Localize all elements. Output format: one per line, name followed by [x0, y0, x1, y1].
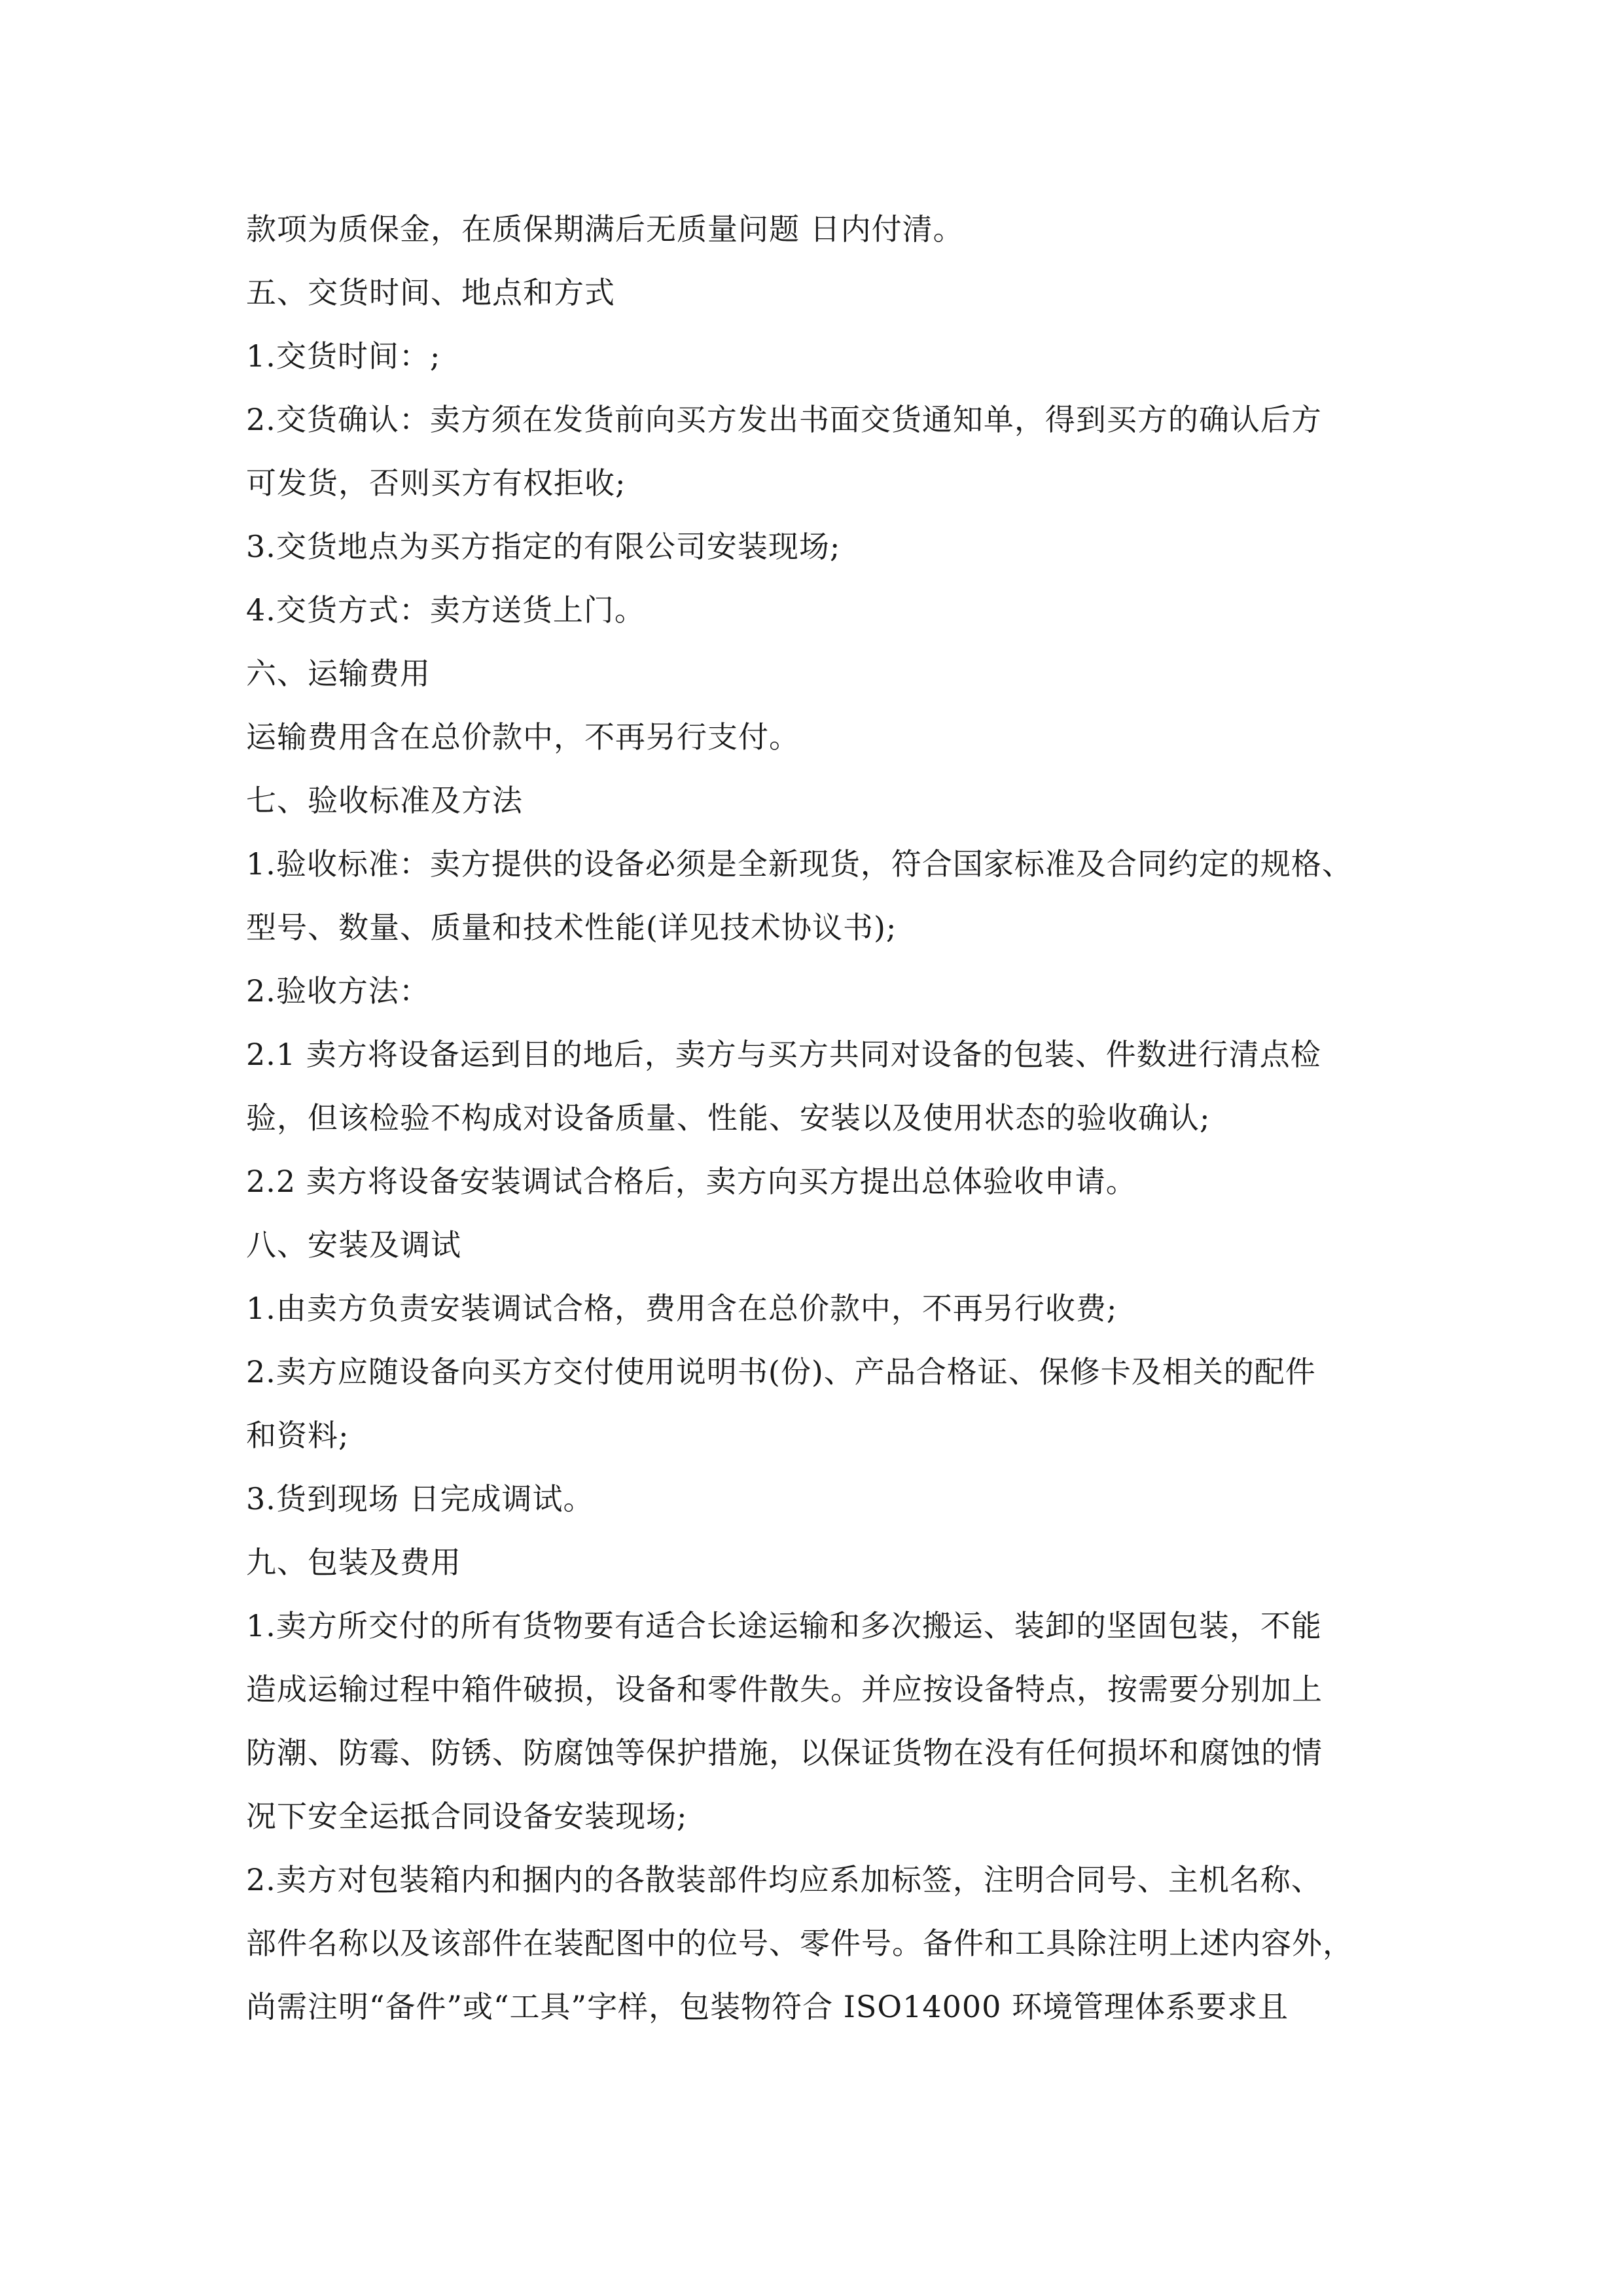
text-line: 1.验收标准：卖方提供的设备必须是全新现货，符合国家标准及合同约定的规格、 [246, 846, 1353, 882]
section-heading: 九、包装及费用 [246, 1545, 461, 1580]
text-line: 3.货到现场 日完成调试。 [246, 1481, 594, 1516]
text-line: 验，但该检验不构成对设备质量、性能、安装以及使用状态的验收确认; [246, 1100, 1211, 1136]
text-line: 部件名称以及该部件在装配图中的位号、零件号。备件和工具除注明上述内容外， [246, 1926, 1353, 1961]
section-heading: 五、交货时间、地点和方式 [246, 275, 615, 310]
text-line: 1.由卖方负责安装调试合格，费用含在总价款中，不再另行收费; [246, 1291, 1118, 1326]
text-line: 防潮、防霉、防锈、防腐蚀等保护措施，以保证货物在没有任何损坏和腐蚀的情 [246, 1735, 1323, 1770]
text-line: 造成运输过程中箱件破损，设备和零件散失。并应按设备特点，按需要分别加上 [246, 1672, 1323, 1707]
text-line: 况下安全运抵合同设备安装现场; [246, 1799, 688, 1834]
text-line: 1.卖方所交付的所有货物要有适合长途运输和多次搬运、装卸的坚固包装，不能 [246, 1608, 1322, 1643]
text-line: 2.验收方法： [246, 973, 430, 1009]
section-heading: 六、运输费用 [246, 656, 431, 691]
text-line: 运输费用含在总价款中，不再另行支付。 [246, 719, 800, 755]
text-line: 2.卖方对包装箱内和捆内的各散装部件均应系加标签，注明合同号、主机名称、 [246, 1862, 1322, 1897]
text-line: 款项为质保金，在质保期满后无质量问题 日内付清。 [246, 211, 964, 247]
text-line: 和资料; [246, 1418, 349, 1453]
text-line: 2.2 卖方将设备安装调试合格后，卖方向买方提出总体验收申请。 [246, 1164, 1137, 1199]
section-heading: 七、验收标准及方法 [246, 783, 523, 818]
text-line: 3.交货地点为买方指定的有限公司安装现场; [246, 529, 841, 564]
text-line: 2.卖方应随设备向买方交付使用说明书(份)、产品合格证、保修卡及相关的配件 [246, 1354, 1316, 1390]
text-line: 可发货，否则买方有权拒收; [246, 465, 626, 501]
section-heading: 八、安装及调试 [246, 1227, 461, 1263]
text-line: 4.交货方式：卖方送货上门。 [246, 592, 645, 628]
text-line: 型号、数量、质量和技术性能(详见技术协议书); [246, 910, 897, 945]
text-line: 尚需注明“备件”或“工具”字样，包装物符合 ISO14000 环境管理体系要求且 [246, 1989, 1289, 2024]
text-line: 2.交货确认：卖方须在发货前向买方发出书面交货通知单，得到买方的确认后方 [246, 402, 1322, 437]
text-line: 1.交货时间：; [246, 338, 441, 374]
text-line: 2.1 卖方将设备运到目的地后，卖方与买方共同对设备的包装、件数进行清点检 [246, 1037, 1321, 1072]
